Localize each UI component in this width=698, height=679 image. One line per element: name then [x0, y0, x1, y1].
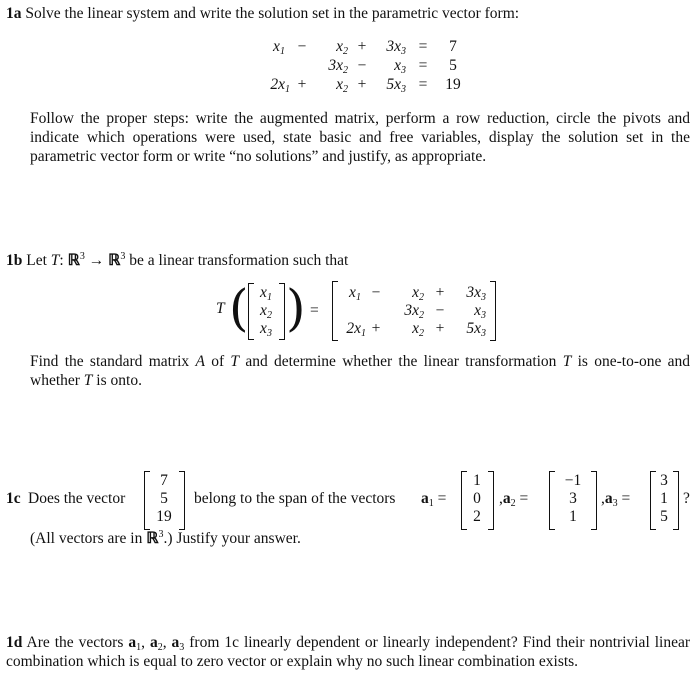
- problem-1c-label: 1c: [6, 490, 21, 507]
- problem-1c-q-a: Does the vector: [28, 490, 126, 507]
- a1-right-bracket: [488, 471, 494, 530]
- target-v2: 5: [160, 490, 168, 507]
- right-paren: ): [286, 279, 306, 337]
- a1-v1: 1: [473, 472, 481, 489]
- T-symbol: T: [216, 300, 225, 317]
- problem-1a-prompt: Solve the linear system and write the solution set in the parametric vector form:: [25, 5, 520, 22]
- a3-v2: 1: [660, 490, 668, 507]
- out-r3-x1: $2x_1$: [346, 320, 366, 339]
- sys-r1-eq: =: [418, 38, 428, 55]
- out-r1-x2: $x_2$: [412, 284, 424, 303]
- target-vector-right-bracket: [179, 471, 185, 530]
- problem-1d: 1d Are the vectors $a_1$, $a_2$, $a_3$ from 1c linearly dependent or linearly independent? Find their nontrivial linear combination which is equal to zero vector or explain why no such linear combination exists.: [6, 634, 690, 670]
- problem-1b-question: Find the standard matrix A of T and determine whether the linear transformation T is one-to-one and whether T is onto.: [30, 353, 691, 389]
- a1-v3: 2: [473, 508, 481, 525]
- a2-label: $,a_2$ =: [499, 490, 529, 509]
- output-vector-right-bracket: [490, 281, 496, 341]
- sys-r3-x2: $x_2$: [336, 76, 348, 95]
- a2-right-bracket: [591, 471, 597, 530]
- out-r2-x2: $3x_2$: [404, 302, 424, 321]
- sys-r2-x2: $3x_2$: [328, 57, 348, 76]
- a1-label: $a_1$ =: [421, 490, 447, 509]
- sys-r3-rhs: 19: [445, 76, 461, 93]
- target-v3: 19: [156, 508, 172, 525]
- sys-r1-op1: −: [297, 38, 307, 55]
- a3-right-bracket: [673, 471, 679, 530]
- problem-1c-q-b: belong to the span of the vectors: [194, 490, 396, 507]
- transform-equals: =: [310, 302, 319, 319]
- input-x1: $x_1$: [260, 284, 272, 303]
- out-r2-x3: $x_3$: [474, 302, 486, 321]
- input-vector-right-bracket: [279, 283, 285, 340]
- problem-1c-note: (All vectors are in ℝ$^3$.) Justify your answer.: [30, 529, 301, 547]
- sys-r1-x3: $3x_3$: [386, 38, 406, 57]
- a1-v2: 0: [473, 490, 481, 507]
- sys-r2-x3: $x_3$: [394, 57, 406, 76]
- a2-v2: 3: [569, 490, 577, 507]
- problem-1a-header: [6, 5, 519, 23]
- out-r3-op2: +: [435, 320, 445, 337]
- a2-v1: −1: [564, 472, 582, 489]
- input-x3: $x_3$: [260, 320, 272, 339]
- out-r1-op2: +: [435, 284, 445, 301]
- target-v1: 7: [160, 472, 168, 489]
- problem-1c-qmark: ?: [683, 490, 690, 507]
- problem-1a-label: 1a: [6, 5, 22, 22]
- sys-r2-eq: =: [418, 57, 428, 74]
- input-x2: $x_2$: [260, 302, 272, 321]
- sys-r2-rhs: 5: [449, 57, 457, 74]
- sys-r1-x2: $x_2$: [336, 38, 348, 57]
- sys-r3-op2: +: [357, 76, 367, 93]
- sys-r1-rhs: 7: [449, 38, 457, 55]
- sys-r1-op2: +: [357, 38, 367, 55]
- problem-1b-header: 1b Let T: ℝ$^3$ → ℝ$^3$ be a linear transformation such that: [6, 251, 349, 269]
- sys-r3-eq: =: [418, 76, 428, 93]
- a2-v3: 1: [569, 508, 577, 525]
- a3-label: $,a_3$ =: [601, 490, 631, 509]
- a3-v3: 5: [660, 508, 668, 525]
- out-r2-op2: −: [435, 302, 445, 319]
- left-paren: (: [229, 279, 249, 337]
- out-r3-op1: +: [371, 320, 381, 337]
- sys-r3-op1: +: [297, 76, 307, 93]
- problem-1b-label: 1b: [6, 252, 23, 269]
- sys-r1-x1: $x_1$: [273, 38, 285, 57]
- out-r1-x1: $x_1$: [349, 284, 361, 303]
- out-r3-x3: $5x_3$: [466, 320, 486, 339]
- sys-r2-op2: −: [357, 57, 367, 74]
- out-r3-x2: $x_2$: [412, 320, 424, 339]
- out-r1-op1: −: [371, 284, 381, 301]
- problem-1a-instructions: Follow the proper steps: write the augmented matrix, perform a row reduction, circle the pivots and indicate which operations were used, state basic and free variables, display the solution set in the parametric vector form or write “no solutions” and justify, as appropriate.: [30, 110, 690, 165]
- sys-r3-x3: $5x_3$: [386, 76, 406, 95]
- a3-v1: 3: [660, 472, 668, 489]
- sys-r3-x1: $2x_1$: [270, 76, 290, 95]
- problem-1d-label: 1d: [6, 634, 23, 651]
- out-r1-x3: $3x_3$: [466, 284, 486, 303]
